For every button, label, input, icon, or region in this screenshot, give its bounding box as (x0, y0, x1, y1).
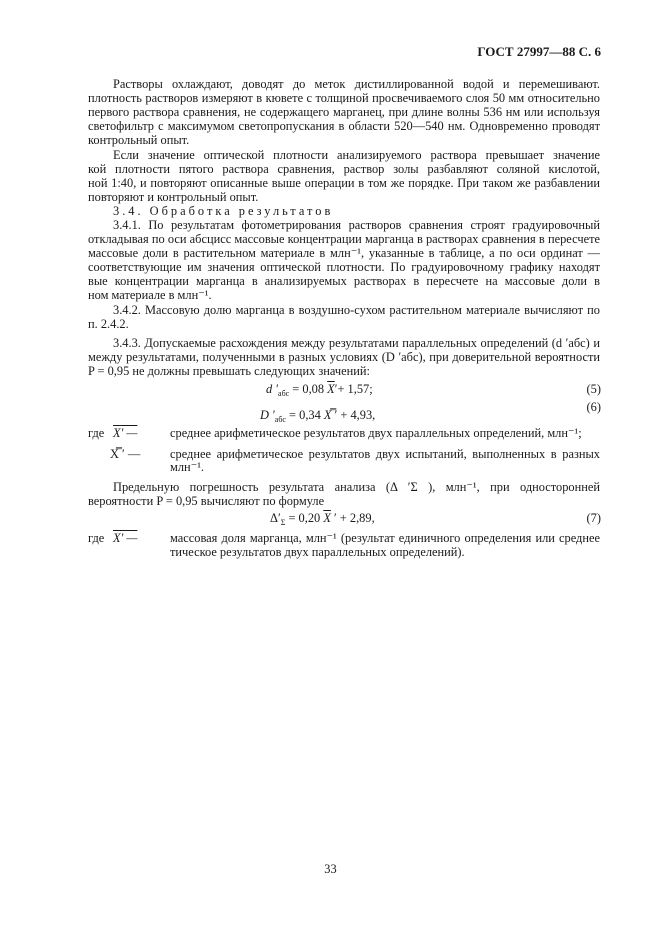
def-symbol-1: X′ — (113, 426, 138, 440)
paragraph-line: кой плотности пятого раствора сравнения, раствор золы разбавляют соляной кислотой, (88, 162, 600, 176)
formula-6: D $'_{абс} = 0,34$ X̿ ′ + 4,93, (260, 408, 376, 424)
paragraph-line: плотность растворов измеряют в кювете с толщиной просвечиваемого слоя 50 мм относительно (88, 91, 600, 105)
formula-7: $\Delta'_\Sigma = 0,20$ $\overline{X}$ ′ + 2,89, (270, 511, 375, 527)
paragraph-line: 3.4.3. Допускаемые расхождения между результатами параллельных определений (d ′абс) и (113, 336, 600, 350)
paragraph-line: первого раствора сравнения, не содержащего марганец, при длине волны 536 нм или используя (88, 105, 600, 119)
def-text-2: среднее арифметическое результатов двух испытаний, выполненных в разных (170, 447, 600, 461)
def-text-3: массовая доля марганца, млн⁻¹ (результат единичного определения или среднее (170, 531, 600, 545)
paragraph-line: массовые доли в растительном материале в млн⁻¹, указанные в таблице, а по оси ординат — (88, 246, 600, 260)
def-text-2b: млн⁻¹. (170, 460, 205, 474)
paragraph-line: 3.4.2. Массовую долю марганца в воздушно-сухом растительном материале вычисляют по (113, 303, 600, 317)
error-text-line: Предельную погрешность результата анализа (Δ ′Σ ), млн⁻¹, при односторонней (113, 480, 600, 494)
paragraph-line: между результатами, полученными в разных условиях (D ′абс), при доверительной вероятности (88, 350, 600, 364)
paragraph-line: ной 1:40, и повторяют описанные выше операции в том же порядке. При таком же разбавлении (88, 176, 600, 190)
document-header: ГОСТ 27997—88 С. 6 (477, 44, 601, 59)
paragraph-line: соответствующие им значения оптической плотности. По градуировочному графику находят (88, 260, 600, 274)
def-symbol-3: X′ — (113, 531, 138, 545)
formula-5-number: (5) (586, 382, 601, 396)
where-label: где (88, 531, 105, 545)
formula-5: d $'_{абс} = 0,08$ $\overline{X}'+ 1,57$; (266, 382, 373, 398)
section-heading: 3.4. Обработка результатов (113, 204, 334, 218)
def-symbol-2: X̿ ′ — (110, 447, 141, 461)
page-number: 33 (324, 862, 337, 876)
paragraph-line: п. 2.4.2. (88, 317, 129, 331)
paragraph-line: Если значение оптической плотности анализируемого раствора превышает значение (113, 148, 600, 162)
paragraph-line: ном материале в млн⁻¹. (88, 288, 212, 302)
def-text-3b: тическое результатов двух параллельных определений). (170, 545, 465, 559)
paragraph-line: светофильтр с максимумом светопропускания в области 520—540 нм. Одновременно проводят (88, 119, 600, 133)
paragraph-line: откладывая по оси абсцисс массовые концентрации марганца в растворах сравнения в пересчете (88, 232, 600, 246)
error-text-line: вероятности P = 0,95 вычисляют по формуле (88, 494, 325, 508)
paragraph-line: повторяют и контрольный опыт. (88, 190, 259, 204)
def-text-1: среднее арифметическое результатов двух параллельных определений, млн⁻¹; (170, 426, 582, 440)
paragraph-line: P = 0,95 не должны превышать следующих значений: (88, 364, 370, 378)
formula-7-number: (7) (586, 511, 601, 525)
where-label: где (88, 426, 105, 440)
paragraph-line: вые концентрации марганца в анализируемых растворах в пересчете на массовые доли в (88, 274, 600, 288)
paragraph-line: контрольный опыт. (88, 133, 190, 147)
paragraph-line: Растворы охлаждают, доводят до меток дистиллированной водой и перемешивают. (113, 77, 600, 91)
formula-6-number: (6) (586, 400, 601, 414)
paragraph-line: 3.4.1. По результатам фотометрирования растворов сравнения строят градуировочный (113, 218, 600, 232)
